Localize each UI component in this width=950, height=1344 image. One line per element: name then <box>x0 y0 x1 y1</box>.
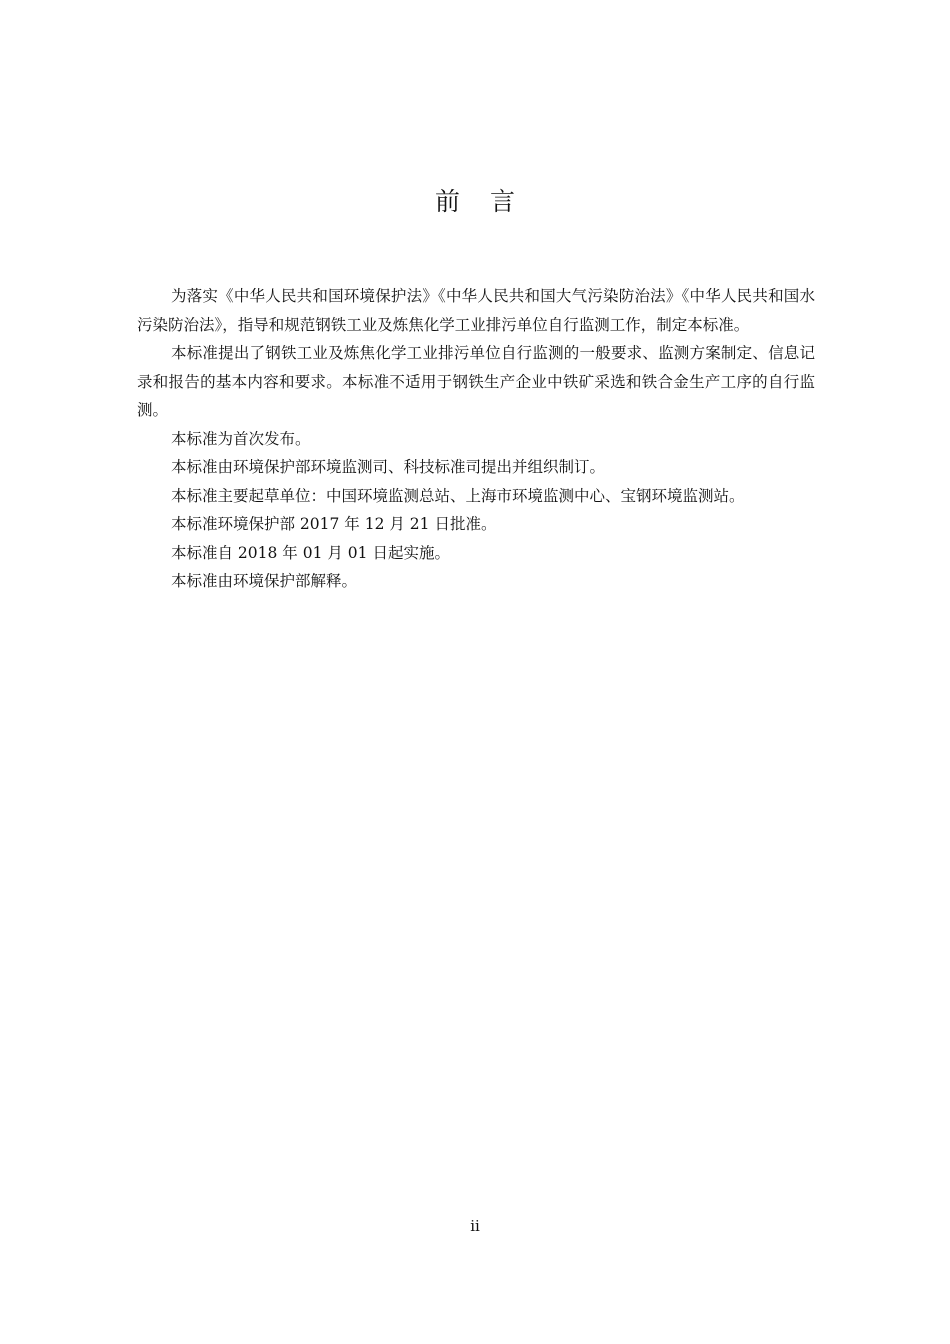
paragraph-drafters: 本标准主要起草单位：中国环境监测总站、上海市环境监测中心、宝钢环境监测站。 <box>171 486 745 505</box>
paragraph-approval-date: 本标准环境保护部 2017 年 12 月 21 日批准。 <box>171 515 497 533</box>
paragraph-interpretation: 本标准由环境保护部解释。 <box>171 572 358 590</box>
foreword-body <box>137 282 815 596</box>
paragraph-effective-date: 本标准自 2018 年 01 月 01 日起实施。 <box>171 543 450 562</box>
paragraph-first-release: 本标准为首次发布。 <box>171 429 311 448</box>
paragraph-scope: 本标准提出了钢铁工业及炼焦化学工业排污单位自行监测的一般要求、监测方案制定、信息记录和报告的基本内容和要求。本标准不适用于钢铁生产企业中铁矿采选和铁合金生产工序的自行监测。 <box>137 344 815 419</box>
paragraph-purpose: 为落实《中华人民共和国环境保护法》《中华人民共和国大气污染防治法》《中华人民共和国水污染防治法》，指导和规范钢铁工业及炼焦化学工业排污单位自行监测工作，制定本标准。 <box>137 287 815 334</box>
page-number: ii <box>470 1217 480 1235</box>
paragraph-proposer: 本标准由环境保护部环境监测司、科技标准司提出并组织制订。 <box>171 458 606 476</box>
page-title: 前言 <box>434 187 545 216</box>
